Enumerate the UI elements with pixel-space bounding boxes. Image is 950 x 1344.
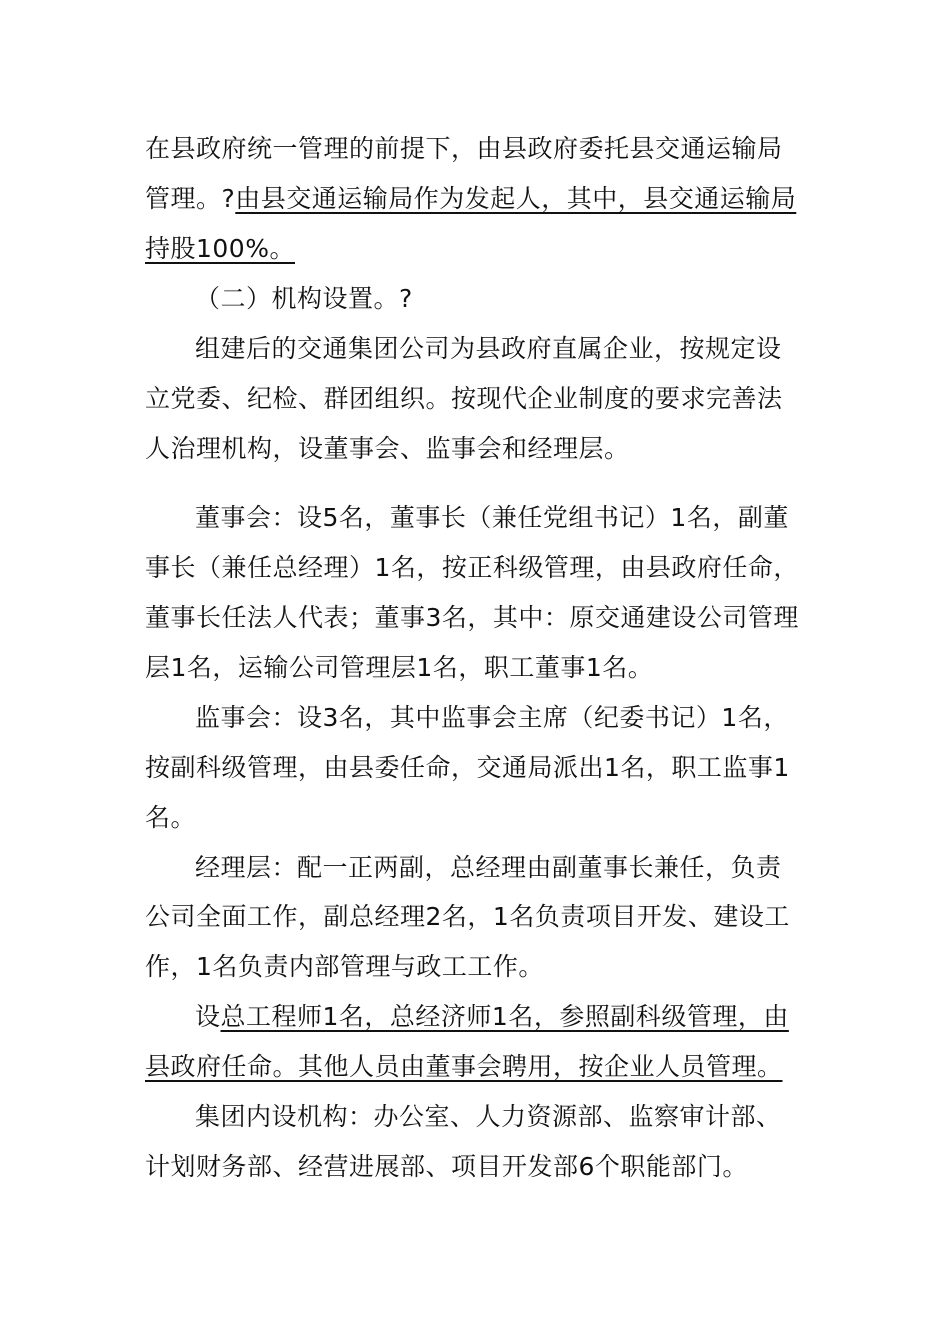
- paragraph-line: 经理层：配一正两副，总经理由副董事长兼任，负责: [195, 853, 782, 882]
- underlined-text: 县政府任命。其他人员由董事会聘用，按企业人员管理。: [145, 1052, 783, 1081]
- paragraph-line: 人治理机构，设董事会、监事会和经理层。: [145, 434, 630, 463]
- paragraph-line: 作，1名负责内部管理与政工工作。: [145, 952, 544, 981]
- underlined-text: 持股100%。: [145, 234, 295, 263]
- paragraph-line: 事长（兼任总经理）1名，按正科级管理，由县政府任命，: [145, 553, 799, 582]
- paragraph-line: 按副科级管理，由县委任命，交通局派出1名，职工监事1: [145, 753, 790, 782]
- paragraph-line: 监事会：设3名，其中监事会主席（纪委书记）1名，: [195, 703, 789, 732]
- paragraph-line: [195, 1000, 810, 1034]
- paragraph-line: [145, 1050, 810, 1084]
- paragraph-line: [145, 182, 810, 216]
- paragraph-line: 名。: [145, 803, 197, 832]
- text-segment: 管理。?: [145, 184, 236, 213]
- paragraph-line: 董事会：设5名，董事长（兼任党组书记）1名，副董: [195, 503, 789, 532]
- underlined-text: 由县交通运输局作为发起人，其中，县交通运输局: [235, 184, 797, 213]
- paragraph-line: 计划财务部、经营进展部、项目开发部6个职能部门。: [145, 1152, 748, 1181]
- section-heading: （二）机构设置。?: [195, 284, 413, 313]
- underlined-text: 总工程师1名，总经济师1名，参照副科级管理，由: [220, 1002, 789, 1031]
- paragraph-line: 层1名，运输公司管理层1名，职工董事1名。: [145, 653, 654, 682]
- paragraph-line: 组建后的交通集团公司为县政府直属企业，按规定设: [195, 334, 782, 363]
- paragraph-line: [145, 232, 810, 266]
- paragraph-line: 董事长任法人代表；董事3名，其中：原交通建设公司管理: [145, 603, 799, 632]
- paragraph-line: 公司全面工作，副总经理2名，1名负责项目开发、建设工: [145, 902, 790, 931]
- paragraph-line: 在县政府统一管理的前提下，由县政府委托县交通运输局: [145, 134, 783, 163]
- paragraph-line: 集团内设机构：办公室、人力资源部、监察审计部、: [195, 1102, 782, 1131]
- text-segment: 设: [195, 1002, 221, 1031]
- paragraph-line: 立党委、纪检、群团组织。按现代企业制度的要求完善法: [145, 384, 783, 413]
